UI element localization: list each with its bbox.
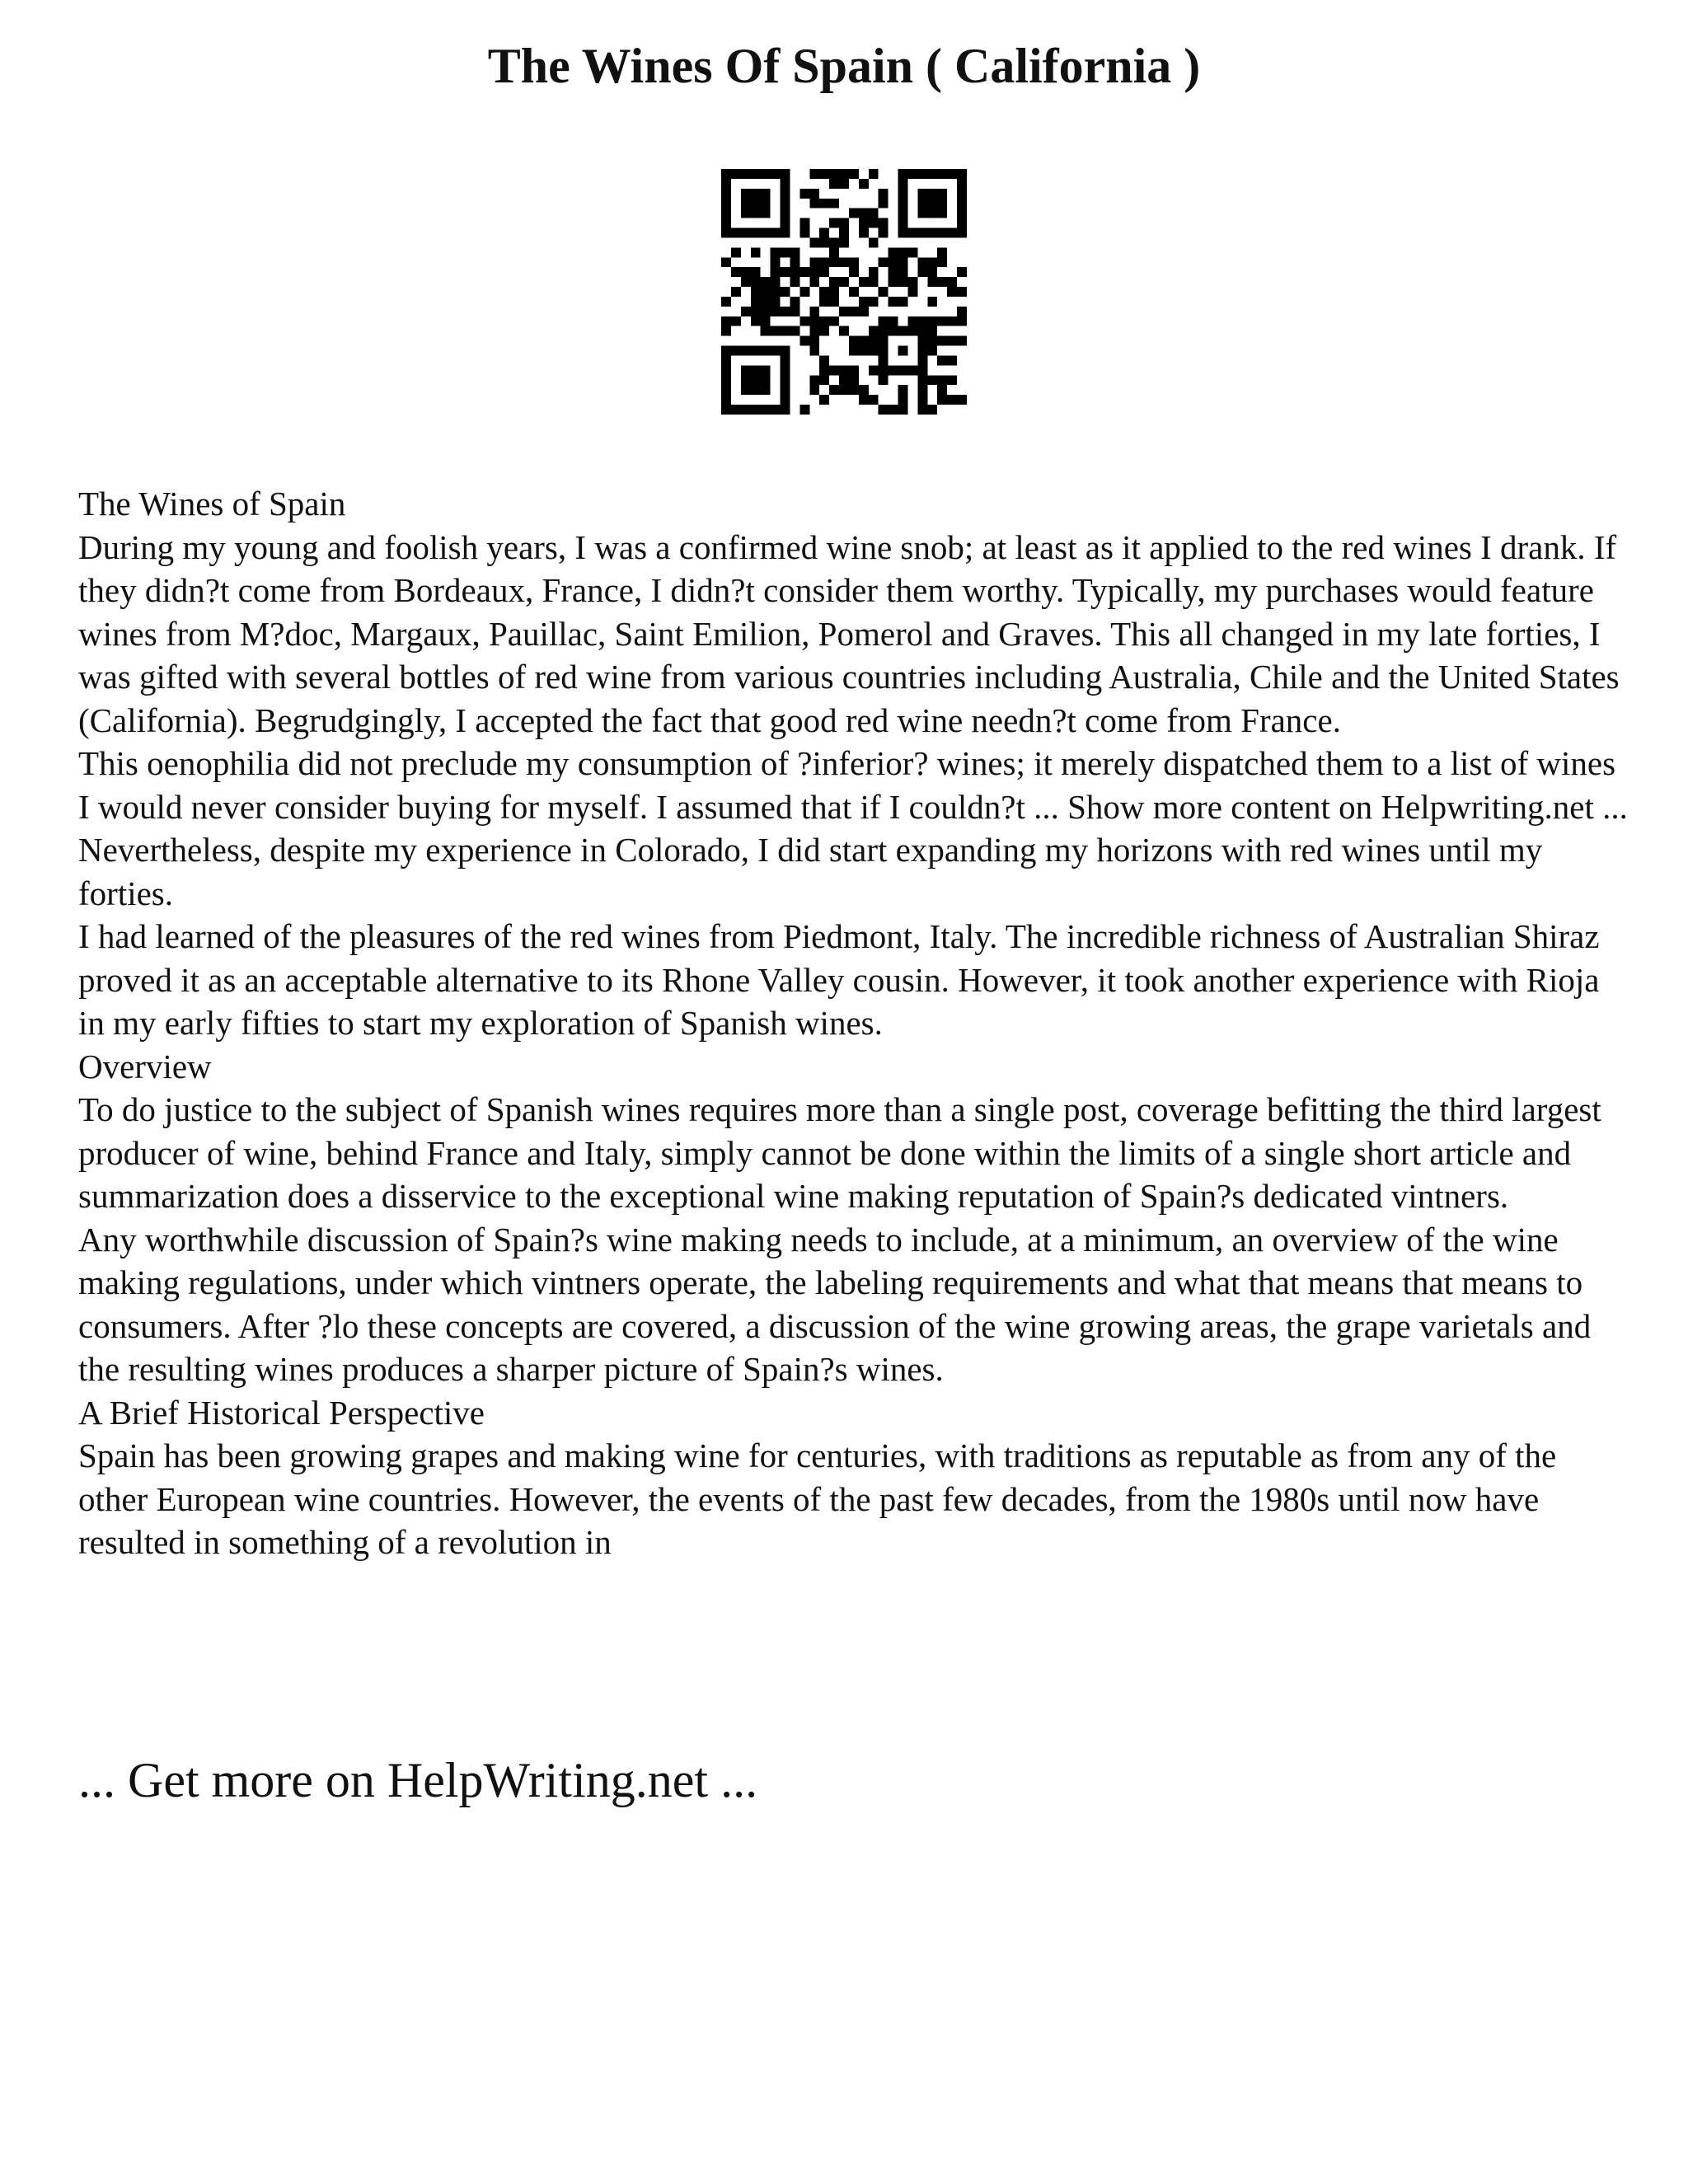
paragraph-justice: To do justice to the subject of Spanish wines requires more than a single post, coverage befitting the third largest producer of wine, behind France and Italy, simply cannot be done within the limits of a single short article and summarization does a disservice to the exceptional wine making reputation of Spain?s dedicated vintners. — [78, 1090, 1601, 1215]
qr-code-icon[interactable] — [721, 169, 967, 415]
paragraph-discussion: Any worthwhile discussion of Spain?s wine making needs to include, at a minimum, an overview of the wine making regulations, under which vintners operate, the labeling requirements and what that means that means to consumers. After ?lo these concepts are covered, a discussion of the wine growing areas, the grape varietals and the resulting wines produces a sharper picture of Spain?s wines. — [78, 1220, 1592, 1388]
article-body — [78, 482, 1628, 1564]
paragraph-piedmont: I had learned of the pleasures of the red wines from Piedmont, Italy. The incredible richness of Australian Shiraz proved it as an acceptable alternative to its Rhone Valley cousin. However, it took another experience with Rioja in my early fifties to start my exploration of Spanish wines. — [78, 917, 1600, 1042]
page-title: The Wines Of Spain ( California ) — [487, 39, 1201, 93]
paragraph-colorado: Nevertheless, despite my experience in Colorado, I did start expanding my horizons with red wines until my forties. — [78, 831, 1543, 912]
get-more-link[interactable]: ... Get more on HelpWriting.net ... — [78, 1753, 758, 1807]
section-heading-wines-of-spain: The Wines of Spain — [78, 485, 346, 523]
paragraph-history: Spain has been growing grapes and making wine for centuries, with traditions as reputable as from any of the other European wine countries. However, the events of the past few decades, from the 1980s until now have resulted in something of a revolution in — [78, 1436, 1557, 1561]
paragraph-oenophilia: This oenophilia did not preclude my consumption of ?inferior? wines; it merely dispatched them to a list of wines I would never consider buying for myself. I assumed that if I couldn?t ... Show more content on Helpwriting.net ... — [78, 744, 1628, 826]
section-heading-historical: A Brief Historical Perspective — [78, 1393, 485, 1432]
section-heading-overview: Overview — [78, 1047, 212, 1085]
paragraph-intro: During my young and foolish years, I was a confirmed wine snob; at least as it applied to the red wines I drank. If they didn?t come from Bordeaux, France, I didn?t consider them worthy. Typically, my purchases would feature wines from M?doc, Margaux, Pauillac, Saint Emilion, Pomerol and Graves. This all changed in my late forties, I was gifted with several bottles of red wine from various countries including Australia, Chile and the United States (California). Begrudgingly, I accepted the fact that good red wine needn?t come from France. — [78, 527, 1620, 739]
